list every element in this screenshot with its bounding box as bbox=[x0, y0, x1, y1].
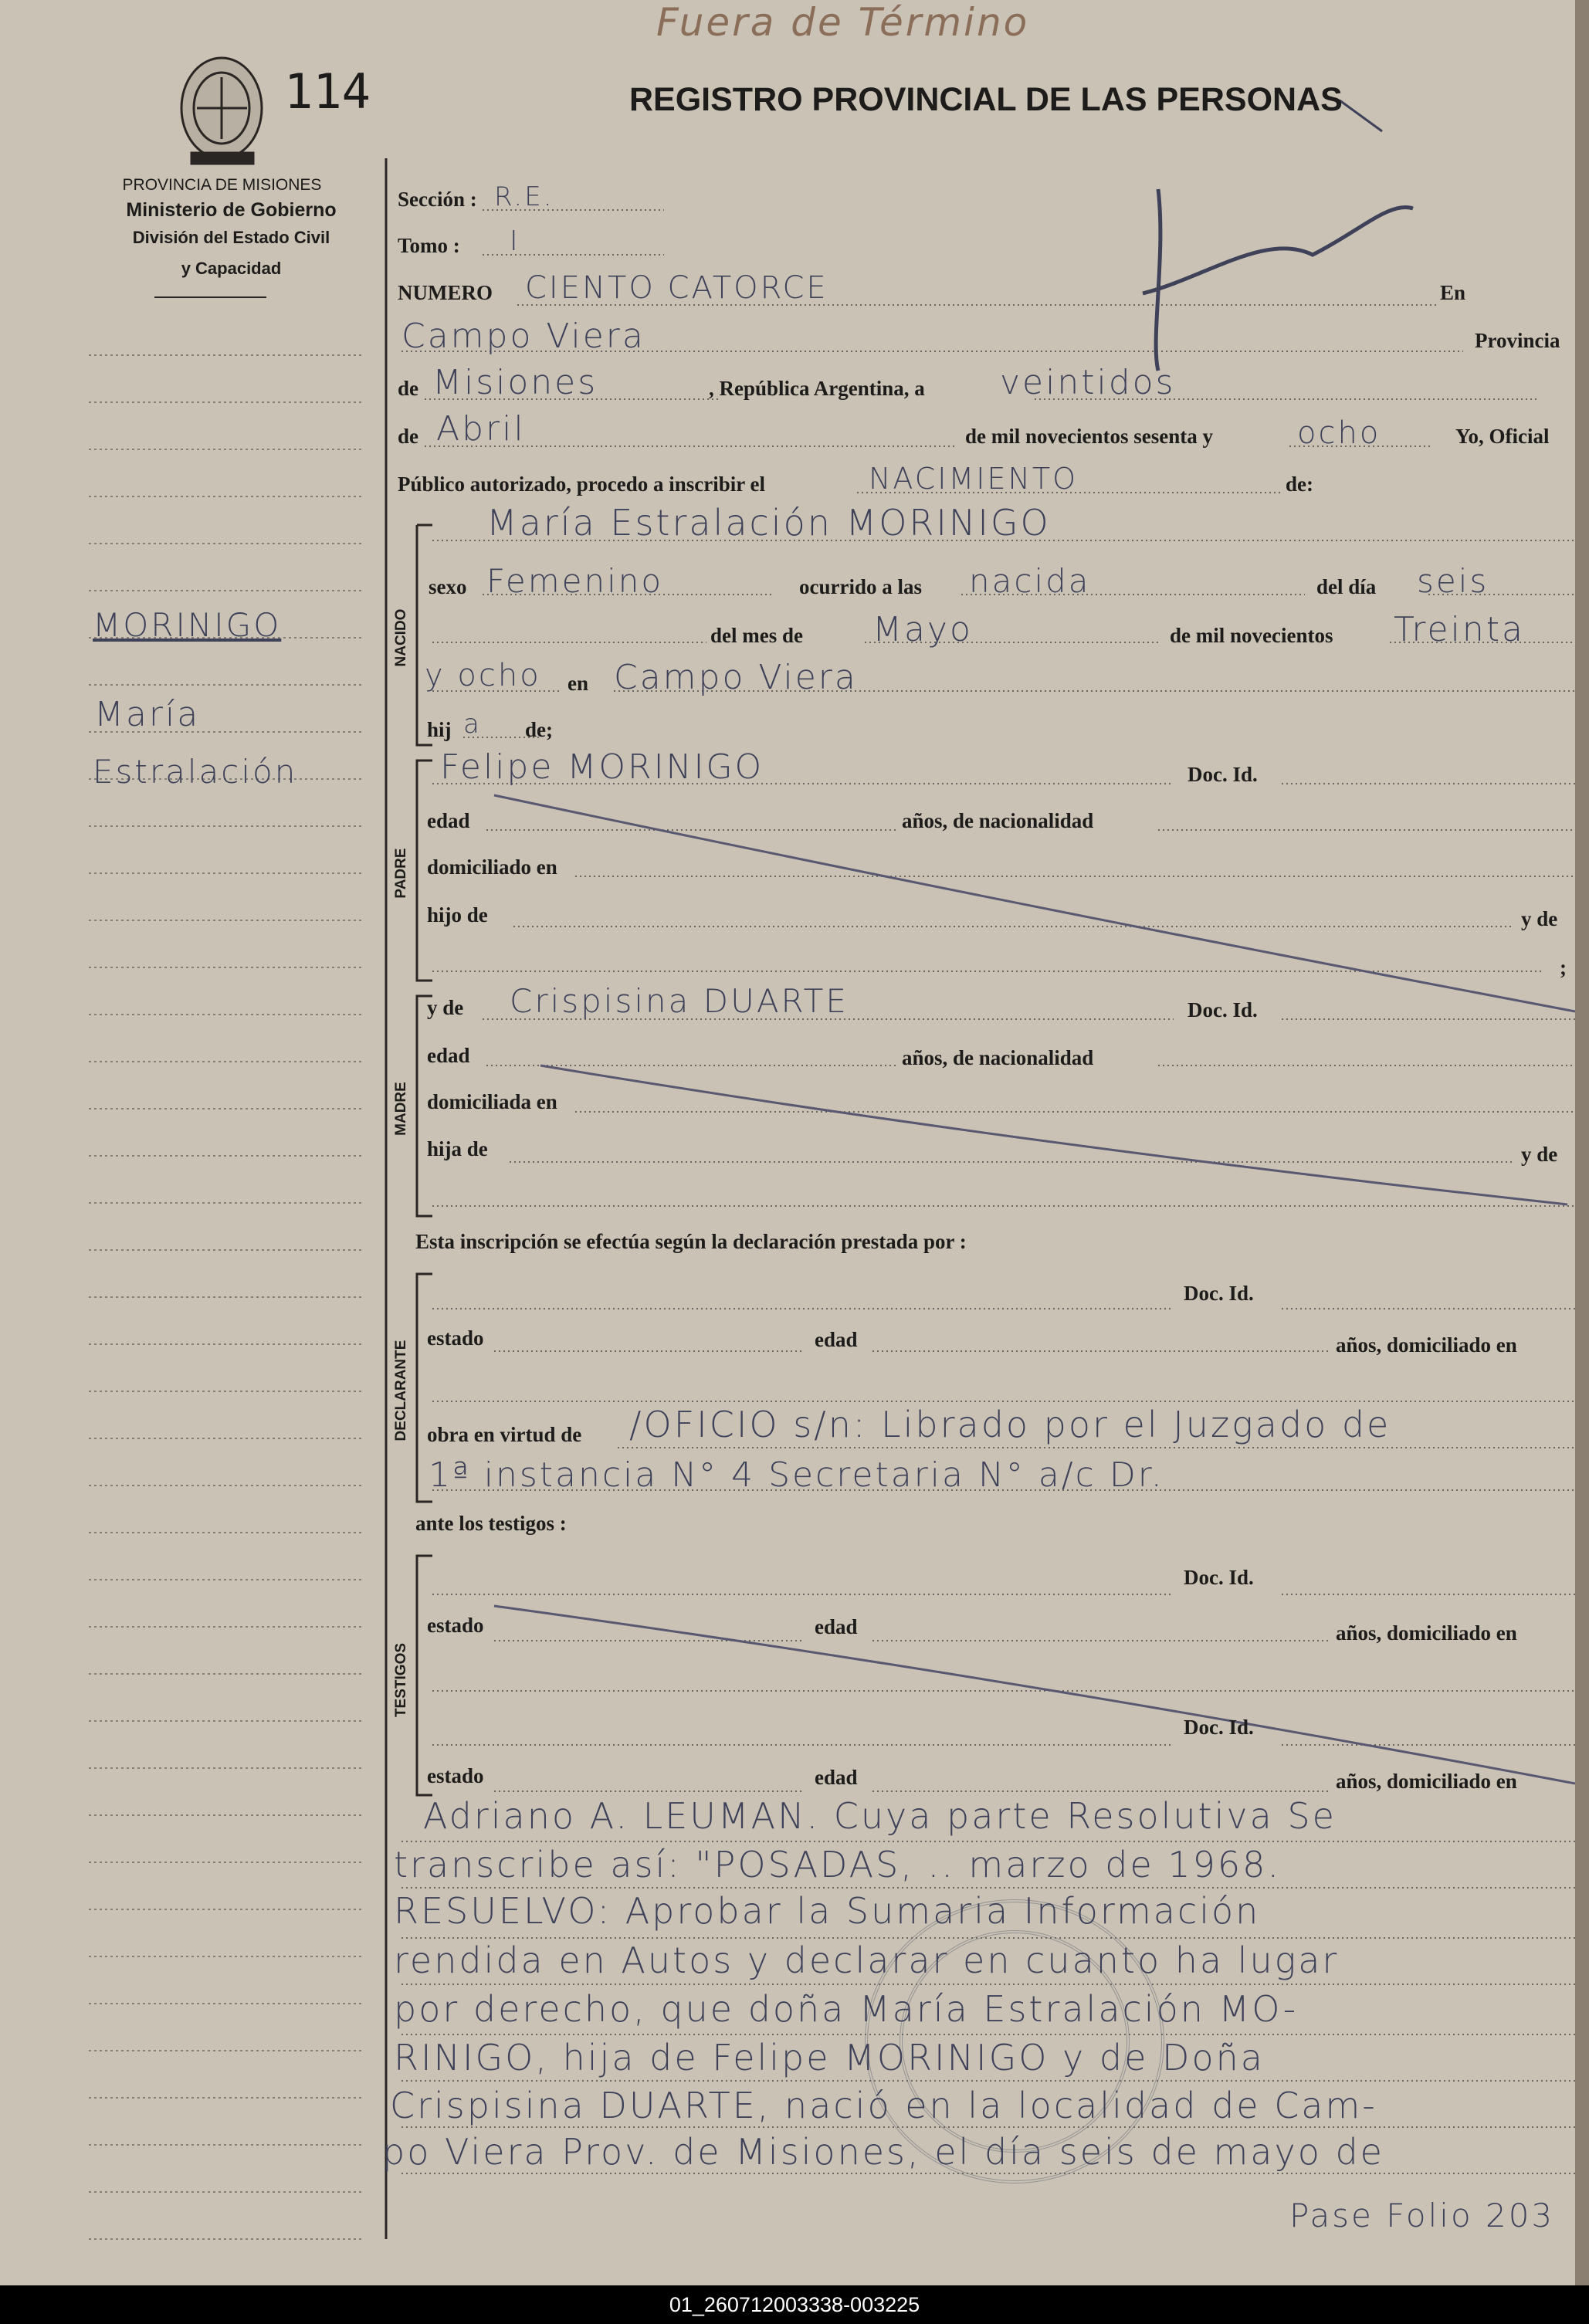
seccion-value: R.E. bbox=[494, 181, 554, 212]
obra-label: obra en virtud de bbox=[427, 1423, 582, 1446]
sexo-value: Femenino bbox=[486, 562, 664, 600]
padre-anios-label: años, de nacionalidad bbox=[902, 809, 1094, 832]
image-caption: 01_260712003338-003225 bbox=[669, 2293, 920, 2316]
nacido-year-value: Treinta bbox=[1394, 610, 1525, 649]
provincia-label: Provincia bbox=[1475, 329, 1560, 352]
en-label: En bbox=[1440, 281, 1466, 304]
act-type-value: NACIMIENTO bbox=[869, 462, 1079, 496]
padre-hijo-label: hijo de bbox=[427, 903, 488, 927]
numero-label: NUMERO bbox=[398, 281, 493, 304]
ocurrido-label: ocurrido a las bbox=[799, 575, 922, 598]
declarante-edad-label: edad bbox=[815, 1328, 858, 1351]
division-name-2: y Capacidad bbox=[181, 259, 282, 278]
hij-de-label: de; bbox=[525, 718, 553, 741]
note-line: por derecho, que doña María Estralación MO- bbox=[394, 1988, 1299, 2030]
obra-value-2: 1ª instancia N° 4 Secretaria N° a/c Dr. bbox=[429, 1455, 1164, 1495]
madre-section-label: MADRE bbox=[393, 1082, 409, 1136]
province-value: Misiones bbox=[432, 363, 598, 402]
padre-section-label: PADRE bbox=[393, 848, 409, 899]
del-dia-label: del día bbox=[1316, 575, 1377, 598]
padre-name-value: Felipe MORINIGO bbox=[440, 747, 764, 787]
hij-label: hij bbox=[427, 718, 452, 741]
division-name: División del Estado Civil bbox=[132, 228, 330, 247]
note-line: RINIGO, hija de Felipe MORINIGO y de Doña bbox=[394, 2037, 1265, 2078]
nacido-section-label: NACIDO bbox=[393, 608, 409, 667]
caption-bar bbox=[0, 2285, 1589, 2324]
declarante-anios-label: años, domiciliado en bbox=[1336, 1333, 1517, 1357]
testigos-section-label: TESTIGOS bbox=[393, 1642, 409, 1718]
province-name: PROVINCIA DE MISIONES bbox=[122, 176, 322, 194]
madre-domicilio-label: domiciliada en bbox=[427, 1090, 557, 1113]
testigos-edad-label: edad bbox=[815, 1615, 858, 1638]
nacido-day-value: seis bbox=[1417, 562, 1489, 600]
side-note-first-name: María bbox=[94, 695, 201, 734]
nacido-place-value: Campo Viera bbox=[614, 658, 858, 697]
nacido-en-label: en bbox=[568, 672, 588, 695]
folio-number: 114 bbox=[284, 63, 371, 120]
padre-doc-label: Doc. Id. bbox=[1188, 763, 1258, 786]
seccion-label: Sección : bbox=[398, 188, 477, 211]
declarante-estado-label: estado bbox=[427, 1326, 484, 1350]
declarante-intro: Esta inscripción se efectúa según la declaración prestada por : bbox=[415, 1230, 967, 1253]
hour-value: nacida bbox=[969, 562, 1091, 600]
de-label: de bbox=[398, 377, 418, 400]
oficial-label: Yo, Oficial bbox=[1455, 425, 1550, 448]
testigos-estado-label: estado bbox=[427, 1614, 484, 1637]
padre-y-de-label: y de bbox=[1521, 907, 1558, 930]
de2-label: de bbox=[398, 425, 418, 448]
testigos-anios-label-2: años, domiciliado en bbox=[1336, 1770, 1517, 1793]
side-note-second-name: Estralación bbox=[93, 753, 298, 791]
numero-value: CIENTO CATORCE bbox=[525, 270, 828, 306]
note-line: po Viera Prov. de Misiones, el día seis de mayo de bbox=[382, 2131, 1384, 2173]
madre-edad-label: edad bbox=[427, 1044, 470, 1067]
obra-value: /OFICIO s/n: Librado por el Juzgado de bbox=[629, 1404, 1391, 1445]
hij-value: a bbox=[463, 709, 482, 740]
tomo-value: I bbox=[510, 225, 520, 257]
side-note-surname: MORINIGO bbox=[93, 606, 282, 644]
note-line: Crispisina DUARTE, nació en la localidad de Cam- bbox=[390, 2085, 1377, 2126]
padre-domicilio-label: domiciliado en bbox=[427, 855, 557, 879]
note-line: Adriano A. LEUMAN. Cuya parte Resolutiva Se bbox=[423, 1795, 1337, 1837]
publico-label: Público autorizado, procedo a inscribir el bbox=[398, 473, 765, 496]
year-label: de mil novecientos sesenta y bbox=[965, 425, 1213, 448]
ministry-name: Ministerio de Gobierno bbox=[126, 199, 337, 221]
signature-stroke bbox=[1143, 189, 1413, 371]
testigos-doc-label: Doc. Id. bbox=[1184, 1566, 1254, 1589]
top-handwritten-note: Fuera de Término bbox=[656, 0, 1030, 45]
ante-testigos-label: ante los testigos : bbox=[415, 1512, 567, 1535]
note-line: RESUELVO: Aprobar la Sumaria Información bbox=[394, 1890, 1261, 1932]
note-line: rendida en Autos y declarar en cuanto ha lugar bbox=[394, 1939, 1340, 1981]
padre-semicolon: ; bbox=[1560, 956, 1567, 979]
testigos-anios-label: años, domiciliado en bbox=[1336, 1621, 1517, 1645]
madre-anios-label: años, de nacionalidad bbox=[902, 1046, 1094, 1069]
place-value: Campo Viera bbox=[401, 317, 645, 356]
madre-name-value: Crispisina DUARTE bbox=[510, 982, 849, 1020]
note-line: transcribe así: "POSADAS, .. marzo de 1968. bbox=[394, 1844, 1282, 1885]
nacido-month-value: Mayo bbox=[872, 610, 973, 649]
sexo-label: sexo bbox=[429, 575, 467, 598]
madre-y-de-label: y de bbox=[1521, 1143, 1558, 1166]
document-title: REGISTRO PROVINCIAL DE LAS PERSONAS bbox=[629, 81, 1343, 118]
declarante-section-label: DECLARANTE bbox=[393, 1340, 409, 1441]
day-value: veintidos bbox=[1000, 363, 1176, 402]
mil-label: de mil novecientos bbox=[1170, 624, 1333, 647]
madre-hija-label: hija de bbox=[427, 1137, 488, 1160]
madre-doc-label: Doc. Id. bbox=[1188, 998, 1258, 1021]
testigos-edad-label-2: edad bbox=[815, 1766, 858, 1789]
testigos-estado-label-2: estado bbox=[427, 1764, 484, 1787]
declarante-doc-label: Doc. Id. bbox=[1184, 1282, 1254, 1305]
footer-note: Pase Folio 203 bbox=[1289, 2197, 1555, 2234]
tomo-label: Tomo : bbox=[398, 234, 460, 257]
nacido-year-value-2: y ocho bbox=[425, 658, 541, 693]
padre-edad-label: edad bbox=[427, 809, 470, 832]
year-value: ocho bbox=[1297, 415, 1381, 451]
madre-yde-label: y de bbox=[427, 996, 464, 1019]
testigos-doc-label-2: Doc. Id. bbox=[1184, 1716, 1254, 1739]
month-value: Abril bbox=[436, 409, 526, 449]
mes-label: del mes de bbox=[710, 624, 803, 647]
republica-label: , República Argentina, a bbox=[709, 377, 925, 400]
nacido-name-value: María Estralación MORINIGO bbox=[486, 502, 1051, 544]
province-seal-logo bbox=[181, 58, 262, 164]
de3-label: de: bbox=[1286, 473, 1313, 496]
